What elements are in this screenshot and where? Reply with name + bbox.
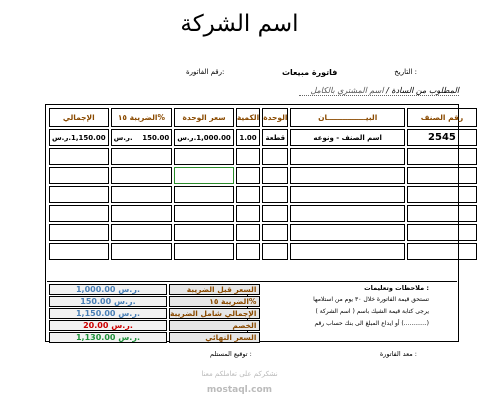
col-qty: الكمية — [236, 108, 260, 127]
selected-cell[interactable] — [174, 167, 234, 184]
customer-line — [299, 86, 459, 96]
table-row — [49, 205, 477, 222]
col-item-no: رقم الصنف — [407, 108, 477, 127]
summary-divider — [47, 281, 457, 282]
cell-description[interactable]: اسم الصنف - ونوعه — [290, 129, 404, 146]
total-incl-tax-label: الإجمالي شامل الضريبة — [169, 308, 260, 319]
discount-label: الخصم — [169, 320, 260, 331]
thanks-note: نشكركم على تعاملكم معنا — [201, 370, 278, 378]
total-incl-tax-value: 1,150.00 — [75, 309, 116, 318]
cell-total[interactable]: ر.س. 1,150.00 — [49, 129, 109, 146]
notes-line: يرجى كتابة قيمة الشيك باسم ( اسم الشركة ) — [315, 308, 429, 315]
company-name: اسم الشركة — [180, 11, 299, 37]
total-row-before-tax: 1,000.00 ر.س. السعر قبل الضريبة — [49, 284, 260, 295]
final-price-label: السعر النهائي — [169, 332, 260, 343]
receiver-signature-label: توقيع المستلم : — [210, 350, 252, 358]
col-unit: الوحدة — [262, 108, 288, 127]
total-row-discount: 20.00 ر.س. الخصم — [49, 320, 260, 331]
cell-item-no[interactable]: 2545 — [407, 129, 477, 146]
table-row — [49, 186, 477, 203]
date-label: التاريخ : — [394, 68, 417, 76]
col-tax: الضريبة ١٥% — [111, 108, 173, 127]
total-row-incl-tax: 1,150.00 ر.س. الإجمالي شامل الضريبة — [49, 308, 260, 319]
final-price-value: 1,130.00 — [75, 333, 116, 342]
notes-line: أو ايداع المبلغ الى بنك حساب رقم (............) — [314, 320, 429, 327]
col-unit-price: سعر الوحدة — [174, 108, 234, 127]
customer-prefix: المطلوب من السادة / — [386, 86, 459, 95]
cell-qty[interactable]: 1.00 — [236, 129, 260, 146]
notes-line: تستحق قيمة الفاتورة خلال ٣٠ يوم من استلامها — [313, 296, 429, 303]
tax-label: الضريبة ١٥% — [169, 296, 260, 307]
watermark: mostaql.com — [206, 385, 273, 395]
table-row — [49, 243, 477, 260]
preparer-label: معد الفاتورة : — [379, 350, 417, 358]
cell-unit[interactable]: قطعة — [262, 129, 288, 146]
col-total: الإجمالي — [49, 108, 109, 127]
table-row — [49, 167, 477, 184]
total-before-tax-label: السعر قبل الضريبة — [169, 284, 260, 295]
table-row — [49, 148, 477, 165]
notes-title: ملاحظات وتعليمات : — [364, 284, 429, 292]
total-before-tax-value: 1,000.00 — [75, 285, 116, 294]
document-title: فاتورة مبيعات — [282, 68, 338, 77]
discount-value: 20.00 — [83, 321, 109, 330]
col-description: البيـــــــــــــــان — [290, 108, 404, 127]
customer-name: اسم المشتري بالكامل — [310, 86, 384, 95]
tax-value: 150.00 — [80, 297, 112, 306]
total-row-tax: 150.00 ر.س. الضريبة ١٥% — [49, 296, 260, 307]
table-header-row — [49, 108, 477, 127]
cell-tax[interactable]: ر.س. 150.00 — [111, 129, 173, 146]
items-table — [47, 106, 479, 262]
invoice-number-label: رقم الفاتورة: — [186, 68, 225, 76]
table-row — [49, 224, 477, 241]
table-row — [49, 129, 477, 146]
cell-unit-price[interactable]: ر.س. 1,000.00 — [174, 129, 234, 146]
total-row-final: 1,130.00 ر.س. السعر النهائي — [49, 332, 260, 343]
